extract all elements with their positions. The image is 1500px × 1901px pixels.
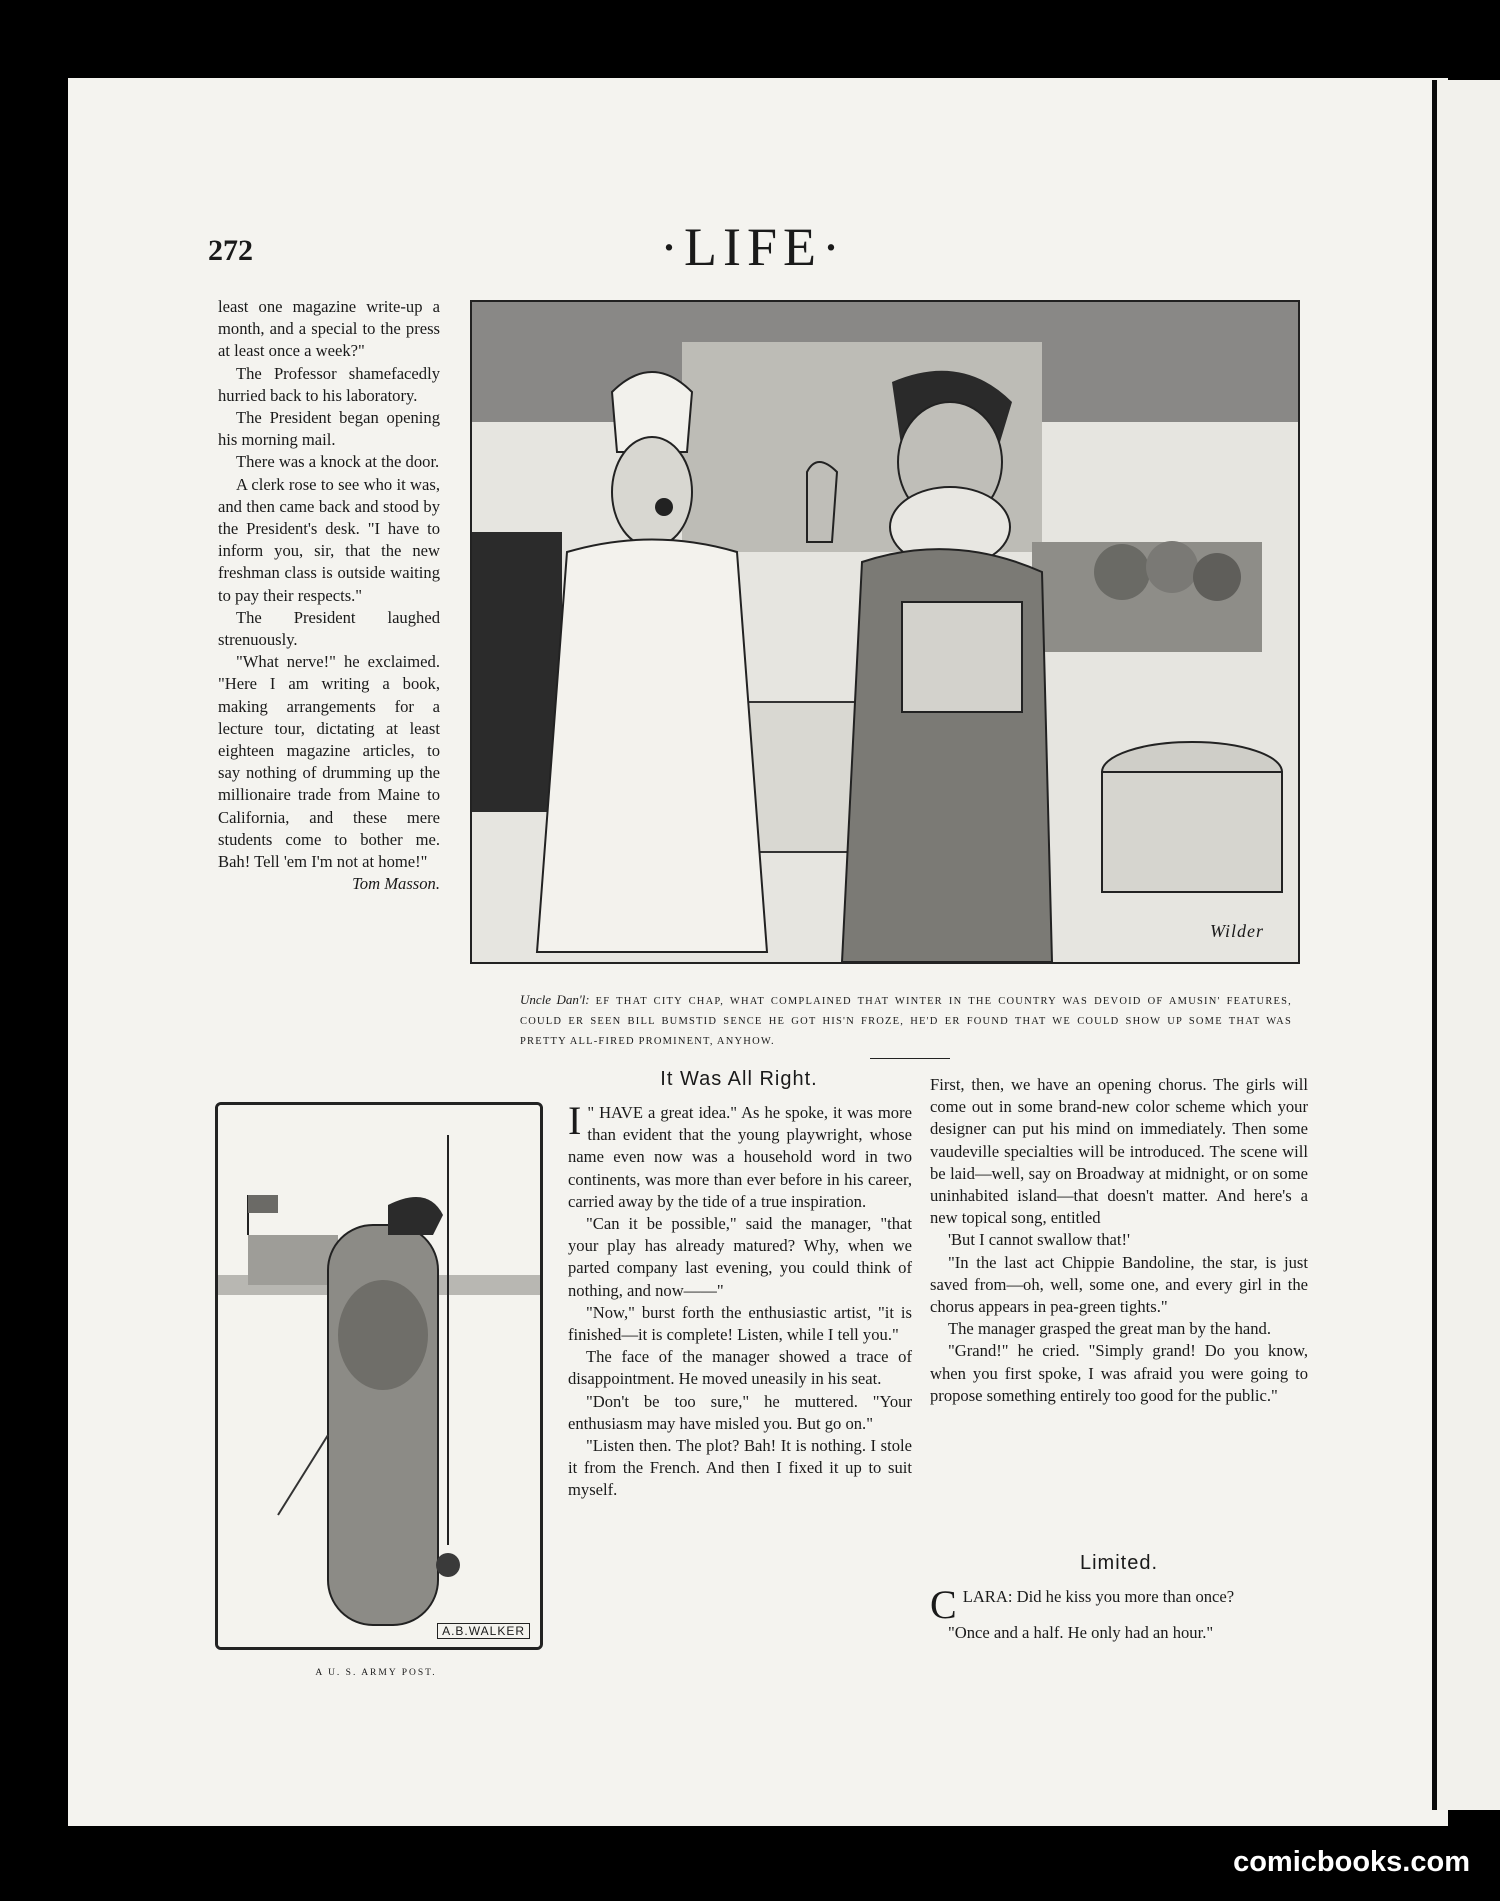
story-column-1 xyxy=(568,1098,912,1502)
story-paragraph: " HAVE a great idea." As he spoke, it was more than evident that the young playwright, whose name even now was a household word in two continents, was more than ever before in his career, carried away by the tide of a true inspiration. xyxy=(568,1103,912,1211)
cartoon-army-post xyxy=(215,1102,543,1650)
army-drawing xyxy=(218,1105,540,1647)
cartoon-artist-signature: Wilder xyxy=(1210,921,1264,941)
story-paragraph: "Listen then. The plot? Bah! It is nothing. I stole it from the French. And then I fixed it up to suit myself. xyxy=(568,1436,912,1500)
limited-title: Limited. xyxy=(1079,1552,1159,1574)
limited-line-1: LARA: Did he kiss you more than once? xyxy=(962,1587,1235,1606)
story-paragraph: 'But I cannot swallow that!' xyxy=(948,1230,1131,1250)
story-paragraph: "Can it be possible," said the manager, "that your play has already matured? Why, when we parted company last evening, you could think of nothing, and now——" xyxy=(568,1214,912,1300)
watermark: comicbooks.com xyxy=(1233,1846,1470,1878)
story-title: It Was All Right. xyxy=(660,1068,818,1090)
story-column-2 xyxy=(930,1074,1308,1407)
story-paragraph: "In the last act Chippie Bandoline, the star, is just saved from—oh, well, some one, and every girl in the chorus appears in pea-green tights." xyxy=(930,1252,1308,1317)
left-column-paragraph: The President began opening his morning mail. xyxy=(218,408,440,450)
caption-text: EF THAT CITY CHAP, WHAT COMPLAINED THAT WINTER IN THE COUNTRY WAS DEVOID OF AMUSIN' FEATURES, COULD ER SEEN BILL BUMSTID SENCE HE GOT HIS'N FROZE, HE'D ER FOUND THAT WE COULD SHOW UP SOME THAT WAS PRETTY ALL-FIRED PROMINENT, ANYHOW. xyxy=(520,996,1292,1047)
cartoon-drawing xyxy=(472,302,1298,962)
story-paragraph: "Now," burst forth the enthusiastic artist, "it is finished—it is complete! Listen, while I tell you." xyxy=(568,1302,912,1345)
story-paragraph: "Don't be too sure," he muttered. "Your enthusiasm may have misled you. But go on." xyxy=(568,1391,912,1433)
left-column-paragraph: There was a knock at the door. xyxy=(236,452,440,472)
page-number: 272 xyxy=(208,234,253,267)
left-column-text xyxy=(218,296,440,895)
left-column-paragraph: least one magazine write-up a month, and a special to the press at least once a week?" xyxy=(218,297,440,361)
masthead-life: ·LIFE· xyxy=(660,217,846,277)
left-column-paragraph: "What nerve!" he exclaimed. "Here I am writing a book, making arrangements for a lecture tour, dictating at least eighteen magazine articles, to say nothing of drumming up the millionaire trade from Maine to California, and these mere students come to bother me. Bah! Tell 'em I'm not at home!" xyxy=(218,652,440,872)
cartoon-caption xyxy=(520,990,1292,1052)
limited-line-2: "Once and a half. He only had an hour." xyxy=(948,1623,1214,1642)
army-artist-signature: A.B.WALKER xyxy=(437,1623,530,1639)
cartoon-grocery-store xyxy=(470,300,1300,964)
story-dropcap: I xyxy=(568,1098,582,1143)
left-column-paragraph: The Professor shamefacedly hurried back to his laboratory. xyxy=(218,363,440,405)
caption-speaker: Uncle Dan'l: xyxy=(520,992,590,1007)
left-column-paragraph: The President laughed strenuously. xyxy=(218,607,440,650)
story-paragraph: "Grand!" he cried. "Simply grand! Do you know, when you first spoke, I was afraid you were going to propose something entirely too good for the public." xyxy=(930,1341,1308,1405)
caption-divider xyxy=(870,1058,950,1059)
next-page-edge xyxy=(1432,80,1500,1810)
author-signature: Tom Masson. xyxy=(352,874,440,894)
story-paragraph: The manager grasped the great man by the hand. xyxy=(948,1319,1271,1339)
limited-dropcap: C xyxy=(930,1582,957,1627)
army-caption: A U. S. ARMY POST. xyxy=(315,1668,437,1678)
left-column-paragraph: A clerk rose to see who it was, and then came back and stood by the President's desk. "I have to inform you, sir, that the new freshman class is outside waiting to pay their respects." xyxy=(218,474,440,605)
limited-text xyxy=(930,1582,1308,1644)
story-paragraph: The face of the manager showed a trace of disappointment. He moved uneasily in his seat. xyxy=(568,1347,912,1389)
story-paragraph: First, then, we have an opening chorus. The girls will come out in some brand-new color scheme which your designer can put his mind on immediately. Then some vaudeville specialties will be introduced. The scene will be laid—well, say on Broadway at midnight, or on some uninhabited island—that doesn't matter. And here's a new topical song, entitled xyxy=(930,1075,1308,1228)
